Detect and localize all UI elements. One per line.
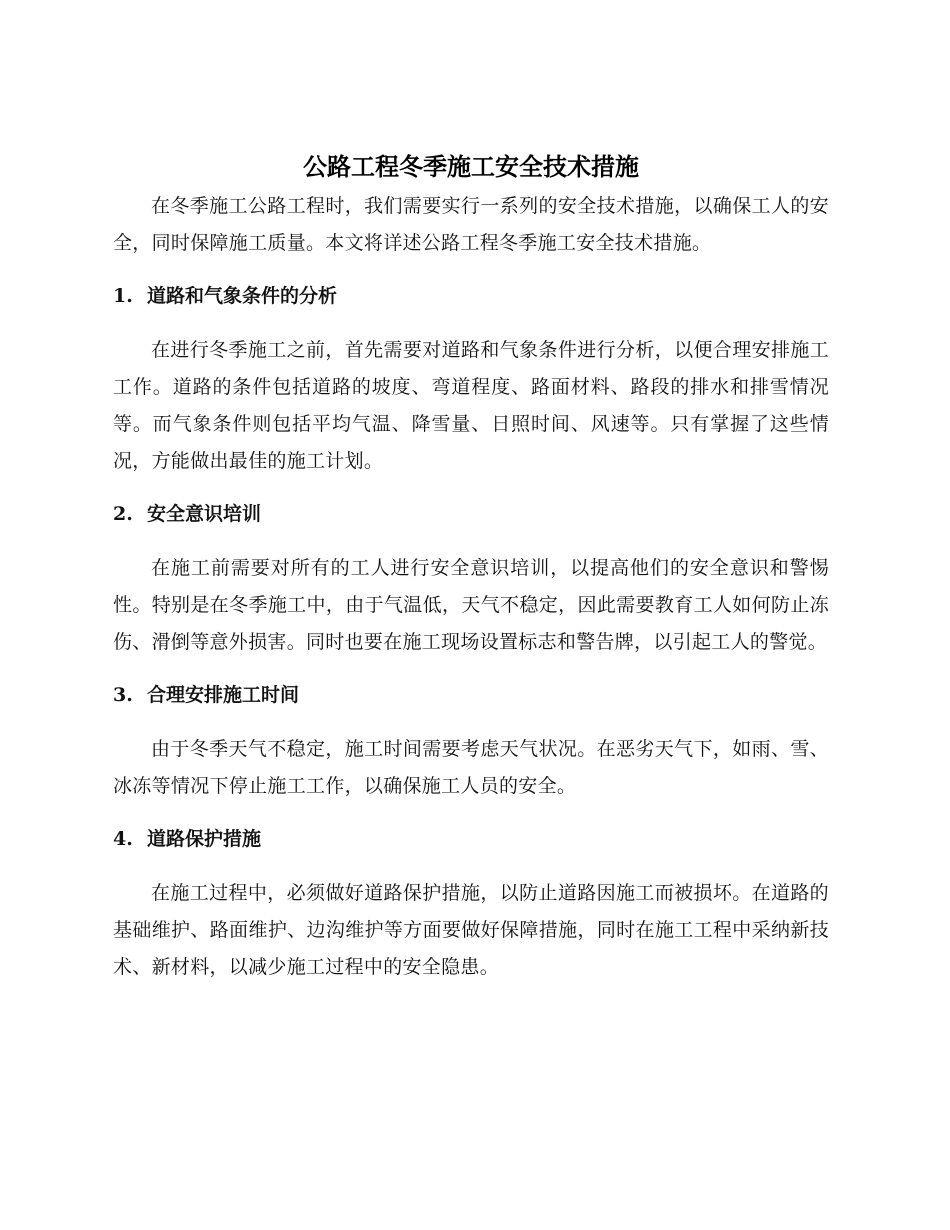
section-3-heading — [113, 677, 829, 714]
section-3-title: 合理安排施工时间 — [147, 684, 300, 706]
section-3-number: 3. — [113, 684, 133, 706]
section-4-heading — [113, 821, 829, 858]
section-2-title: 安全意识培训 — [147, 503, 262, 525]
section-4-number: 4. — [113, 828, 133, 850]
section-1-body: 在进行冬季施工之前，首先需要对道路和气象条件进行分析，以便合理安排施工工作。道路的条件包括道路的坡度、弯道程度、路面材料、路段的排水和排雪情况等。而气象条件则包括平均气温、降雪量、日照时间、风速等。只有掌握了这些情况，方能做出最佳的施工计划。 — [113, 339, 829, 472]
section-2-heading — [113, 496, 829, 533]
section-1-heading — [113, 278, 829, 315]
section-3-body: 由于冬季天气不稳定，施工时间需要考虑天气状况。在恶劣天气下，如雨、雪、冰冻等情况下停止施工工作，以确保施工人员的安全。 — [113, 738, 829, 797]
document-content — [113, 146, 829, 986]
intro-paragraph: 在冬季施工公路工程时，我们需要实行一系列的安全技术措施，以确保工人的安全，同时保障施工质量。本文将详述公路工程冬季施工安全技术措施。 — [113, 195, 829, 254]
section-4-title: 道路保护措施 — [147, 828, 262, 850]
section-4-body: 在施工过程中，必须做好道路保护措施，以防止道路因施工而被损坏。在道路的基础维护、路面维护、边沟维护等方面要做好保障措施，同时在施工工程中采纳新技术、新材料，以减少施工过程中的安全隐患。 — [113, 882, 829, 978]
section-2-number: 2. — [113, 503, 133, 525]
section-1-number: 1. — [113, 285, 133, 307]
document-title: 公路工程冬季施工安全技术措施 — [303, 153, 639, 181]
section-1-title: 道路和气象条件的分析 — [147, 285, 338, 307]
section-2-body: 在施工前需要对所有的工人进行安全意识培训，以提高他们的安全意识和警惕性。特别是在冬季施工中，由于气温低，天气不稳定，因此需要教育工人如何防止冻伤、滑倒等意外损害。同时也要在施工现场设置标志和警告牌，以引起工人的警觉。 — [113, 557, 829, 653]
